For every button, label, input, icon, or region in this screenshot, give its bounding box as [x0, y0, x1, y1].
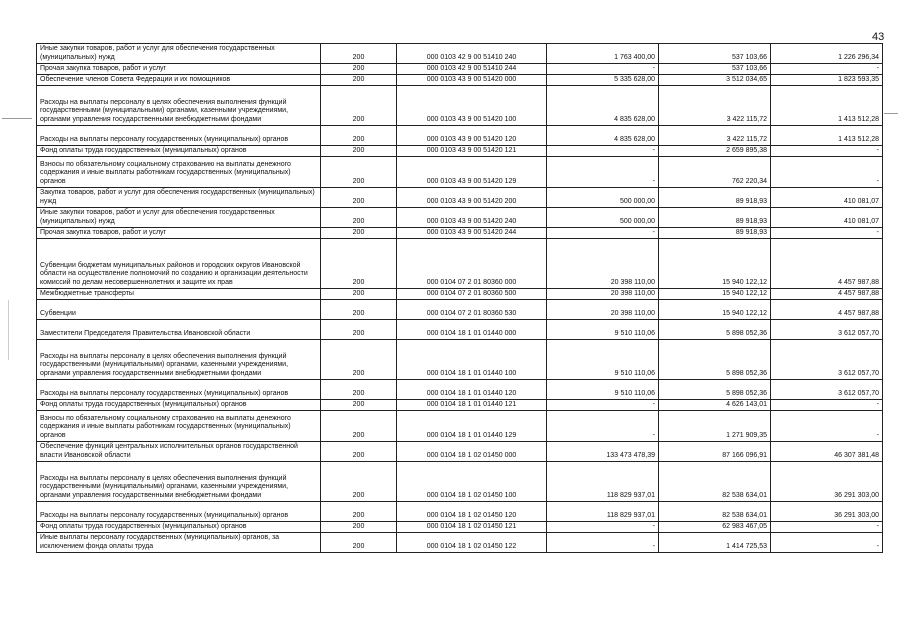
row-line-code-cell: 200 — [321, 188, 397, 208]
row-name-cell: Взносы по обязательному социальному страхованию на выплаты денежного содержания и иные выплаты работникам государственных (муниципальных) органов — [37, 411, 321, 442]
table-row — [37, 411, 883, 442]
row-classification-code-cell: 000 0104 18 1 02 01450 120 — [397, 502, 547, 522]
row-line-code-cell: 200 — [321, 239, 397, 289]
row-unexecuted-amount-cell: - — [771, 146, 883, 157]
row-classification-code-cell: 000 0103 43 9 00 51420 120 — [397, 126, 547, 146]
row-classification-code-cell: 000 0104 18 1 01 01440 129 — [397, 411, 547, 442]
row-unexecuted-amount-cell: - — [771, 533, 883, 553]
row-executed-amount-cell: 5 898 052,36 — [659, 320, 771, 340]
row-name-cell: Прочая закупка товаров, работ и услуг — [37, 64, 321, 75]
row-approved-amount-cell: 9 510 110,06 — [547, 320, 659, 340]
row-executed-amount-cell: 2 659 895,38 — [659, 146, 771, 157]
row-unexecuted-amount-cell: - — [771, 522, 883, 533]
table-row — [37, 239, 883, 289]
row-approved-amount-cell: 5 335 628,00 — [547, 75, 659, 86]
table-row — [37, 157, 883, 188]
row-line-code-cell: 200 — [321, 126, 397, 146]
row-executed-amount-cell: 15 940 122,12 — [659, 239, 771, 289]
row-unexecuted-amount-cell: - — [771, 228, 883, 239]
row-executed-amount-cell: 89 918,93 — [659, 228, 771, 239]
row-executed-amount-cell: 87 166 096,91 — [659, 442, 771, 462]
row-classification-code-cell: 000 0103 43 9 00 51420 100 — [397, 86, 547, 126]
row-line-code-cell: 200 — [321, 64, 397, 75]
row-line-code-cell: 200 — [321, 157, 397, 188]
table-row — [37, 64, 883, 75]
row-name-cell: Закупка товаров, работ и услуг для обеспечения государственных (муниципальных) нужд — [37, 188, 321, 208]
row-classification-code-cell: 000 0103 43 9 00 51420 244 — [397, 228, 547, 239]
row-classification-code-cell: 000 0103 43 9 00 51420 000 — [397, 75, 547, 86]
row-name-cell: Взносы по обязательному социальному страхованию на выплаты денежного содержания и иные выплаты работникам государственных (муниципальных) органов — [37, 157, 321, 188]
row-classification-code-cell: 000 0104 18 1 02 01450 122 — [397, 533, 547, 553]
table-row — [37, 400, 883, 411]
scan-mark-right — [884, 113, 898, 114]
row-classification-code-cell: 000 0104 07 2 01 80360 530 — [397, 300, 547, 320]
row-line-code-cell: 200 — [321, 462, 397, 502]
row-unexecuted-amount-cell: 4 457 987,88 — [771, 289, 883, 300]
row-name-cell: Расходы на выплаты персоналу в целях обеспечения выполнения функций государственными (муниципальными) органами, казенными учреждениями, органами управления государственными внебюджетными фондами — [37, 340, 321, 380]
row-unexecuted-amount-cell: 46 307 381,48 — [771, 442, 883, 462]
row-executed-amount-cell: 82 538 634,01 — [659, 502, 771, 522]
row-unexecuted-amount-cell: 410 081,07 — [771, 208, 883, 228]
table-row — [37, 340, 883, 380]
table-row — [37, 380, 883, 400]
table-row — [37, 320, 883, 340]
page-number: 43 — [872, 31, 885, 43]
row-executed-amount-cell: 82 538 634,01 — [659, 462, 771, 502]
row-name-cell: Расходы на выплаты персоналу государственных (муниципальных) органов — [37, 380, 321, 400]
row-approved-amount-cell: 118 829 937,01 — [547, 502, 659, 522]
table-row — [37, 188, 883, 208]
row-line-code-cell: 200 — [321, 300, 397, 320]
row-approved-amount-cell: - — [547, 533, 659, 553]
row-unexecuted-amount-cell: 3 612 057,70 — [771, 380, 883, 400]
row-executed-amount-cell: 537 103,66 — [659, 64, 771, 75]
row-classification-code-cell: 000 0104 18 1 01 01440 121 — [397, 400, 547, 411]
row-line-code-cell: 200 — [321, 75, 397, 86]
row-name-cell: Фонд оплаты труда государственных (муниципальных) органов — [37, 522, 321, 533]
row-unexecuted-amount-cell: 1 226 296,34 — [771, 44, 883, 64]
row-name-cell: Заместители Председателя Правительства Ивановской области — [37, 320, 321, 340]
row-name-cell: Субвенции — [37, 300, 321, 320]
row-classification-code-cell: 000 0104 18 1 02 01450 121 — [397, 522, 547, 533]
row-classification-code-cell: 000 0103 43 9 00 51420 240 — [397, 208, 547, 228]
row-approved-amount-cell: - — [547, 228, 659, 239]
row-executed-amount-cell: 3 422 115,72 — [659, 126, 771, 146]
row-unexecuted-amount-cell: 4 457 987,88 — [771, 239, 883, 289]
table-row — [37, 522, 883, 533]
row-executed-amount-cell: 3 512 034,65 — [659, 75, 771, 86]
row-name-cell: Обеспечение членов Совета Федерации и их помощников — [37, 75, 321, 86]
row-approved-amount-cell: - — [547, 157, 659, 188]
row-unexecuted-amount-cell: 1 823 593,35 — [771, 75, 883, 86]
row-unexecuted-amount-cell: 36 291 303,00 — [771, 462, 883, 502]
row-executed-amount-cell: 15 940 122,12 — [659, 300, 771, 320]
row-approved-amount-cell: 4 835 628,00 — [547, 86, 659, 126]
row-classification-code-cell: 000 0104 18 1 01 01440 120 — [397, 380, 547, 400]
row-unexecuted-amount-cell: - — [771, 411, 883, 442]
table-row — [37, 502, 883, 522]
row-executed-amount-cell: 1 271 909,35 — [659, 411, 771, 442]
row-executed-amount-cell: 3 422 115,72 — [659, 86, 771, 126]
row-classification-code-cell: 000 0104 18 1 02 01450 100 — [397, 462, 547, 502]
row-approved-amount-cell: 9 510 110,06 — [547, 340, 659, 380]
row-approved-amount-cell: 20 398 110,00 — [547, 300, 659, 320]
row-executed-amount-cell: 762 220,34 — [659, 157, 771, 188]
row-unexecuted-amount-cell: - — [771, 64, 883, 75]
row-line-code-cell: 200 — [321, 228, 397, 239]
row-classification-code-cell: 000 0104 07 2 01 80360 000 — [397, 239, 547, 289]
row-line-code-cell: 200 — [321, 411, 397, 442]
row-approved-amount-cell: 20 398 110,00 — [547, 239, 659, 289]
row-name-cell: Расходы на выплаты персоналу государственных (муниципальных) органов — [37, 126, 321, 146]
row-name-cell: Межбюджетные трансферты — [37, 289, 321, 300]
row-line-code-cell: 200 — [321, 146, 397, 157]
row-approved-amount-cell: - — [547, 400, 659, 411]
row-name-cell: Расходы на выплаты персоналу государственных (муниципальных) органов — [37, 502, 321, 522]
table-row — [37, 75, 883, 86]
table-row — [37, 462, 883, 502]
row-approved-amount-cell: 9 510 110,06 — [547, 380, 659, 400]
table-row — [37, 300, 883, 320]
table-body — [37, 44, 883, 553]
row-executed-amount-cell: 89 918,93 — [659, 188, 771, 208]
row-name-cell: Иные закупки товаров, работ и услуг для обеспечения государственных (муниципальных) нужд — [37, 208, 321, 228]
row-name-cell: Субвенции бюджетам муниципальных районов и городских округов Ивановской области на осуществление полномочий по созданию и организации деятельности комиссий по делам несовершеннолетних и защите их прав — [37, 239, 321, 289]
row-name-cell: Иные выплаты персоналу государственных (муниципальных) органов, за исключением фонда оплаты труда — [37, 533, 321, 553]
row-executed-amount-cell: 5 898 052,36 — [659, 380, 771, 400]
row-executed-amount-cell: 62 983 467,05 — [659, 522, 771, 533]
table-row — [37, 86, 883, 126]
row-executed-amount-cell: 89 918,93 — [659, 208, 771, 228]
row-line-code-cell: 200 — [321, 320, 397, 340]
scan-mark-left-lower — [8, 300, 9, 360]
table-row — [37, 44, 883, 64]
row-name-cell: Обеспечение функций центральных исполнительных органов государственной власти Ивановской области — [37, 442, 321, 462]
table-row — [37, 126, 883, 146]
scan-mark-left — [2, 118, 32, 119]
table-row — [37, 442, 883, 462]
row-approved-amount-cell: 20 398 110,00 — [547, 289, 659, 300]
row-line-code-cell: 200 — [321, 400, 397, 411]
row-approved-amount-cell: - — [547, 411, 659, 442]
row-unexecuted-amount-cell: 410 081,07 — [771, 188, 883, 208]
row-unexecuted-amount-cell: - — [771, 157, 883, 188]
row-unexecuted-amount-cell: 36 291 303,00 — [771, 502, 883, 522]
row-unexecuted-amount-cell: 1 413 512,28 — [771, 126, 883, 146]
row-classification-code-cell: 000 0103 43 9 00 51420 200 — [397, 188, 547, 208]
row-line-code-cell: 200 — [321, 533, 397, 553]
row-executed-amount-cell: 15 940 122,12 — [659, 289, 771, 300]
table-row — [37, 533, 883, 553]
table-row — [37, 146, 883, 157]
row-approved-amount-cell: - — [547, 146, 659, 157]
row-approved-amount-cell: 500 000,00 — [547, 188, 659, 208]
row-classification-code-cell: 000 0103 42 9 00 51410 240 — [397, 44, 547, 64]
row-name-cell: Фонд оплаты труда государственных (муниципальных) органов — [37, 400, 321, 411]
row-executed-amount-cell: 1 414 725,53 — [659, 533, 771, 553]
table-row — [37, 208, 883, 228]
row-line-code-cell: 200 — [321, 522, 397, 533]
row-classification-code-cell: 000 0104 18 1 01 01440 100 — [397, 340, 547, 380]
row-name-cell: Прочая закупка товаров, работ и услуг — [37, 228, 321, 239]
table-row — [37, 289, 883, 300]
row-classification-code-cell: 000 0103 42 9 00 51410 244 — [397, 64, 547, 75]
row-classification-code-cell: 000 0104 18 1 01 01440 000 — [397, 320, 547, 340]
row-classification-code-cell: 000 0104 07 2 01 80360 500 — [397, 289, 547, 300]
budget-execution-table — [36, 43, 883, 553]
row-name-cell: Иные закупки товаров, работ и услуг для обеспечения государственных (муниципальных) нужд — [37, 44, 321, 64]
row-line-code-cell: 200 — [321, 208, 397, 228]
row-unexecuted-amount-cell: 3 612 057,70 — [771, 340, 883, 380]
row-name-cell: Расходы на выплаты персоналу в целях обеспечения выполнения функций государственными (муниципальными) органами, казенными учреждениями, органами управления государственными внебюджетными фондами — [37, 86, 321, 126]
row-approved-amount-cell: - — [547, 64, 659, 75]
row-line-code-cell: 200 — [321, 380, 397, 400]
row-approved-amount-cell: 500 000,00 — [547, 208, 659, 228]
row-name-cell: Фонд оплаты труда государственных (муниципальных) органов — [37, 146, 321, 157]
row-unexecuted-amount-cell: - — [771, 400, 883, 411]
row-classification-code-cell: 000 0104 18 1 02 01450 000 — [397, 442, 547, 462]
row-executed-amount-cell: 537 103,66 — [659, 44, 771, 64]
row-line-code-cell: 200 — [321, 502, 397, 522]
row-line-code-cell: 200 — [321, 289, 397, 300]
row-approved-amount-cell: 1 763 400,00 — [547, 44, 659, 64]
row-unexecuted-amount-cell: 3 612 057,70 — [771, 320, 883, 340]
row-approved-amount-cell: 4 835 628,00 — [547, 126, 659, 146]
row-approved-amount-cell: - — [547, 522, 659, 533]
row-classification-code-cell: 000 0103 43 9 00 51420 129 — [397, 157, 547, 188]
row-classification-code-cell: 000 0103 43 9 00 51420 121 — [397, 146, 547, 157]
row-line-code-cell: 200 — [321, 442, 397, 462]
row-line-code-cell: 200 — [321, 86, 397, 126]
row-unexecuted-amount-cell: 4 457 987,88 — [771, 300, 883, 320]
row-approved-amount-cell: 133 473 478,39 — [547, 442, 659, 462]
row-unexecuted-amount-cell: 1 413 512,28 — [771, 86, 883, 126]
row-approved-amount-cell: 118 829 937,01 — [547, 462, 659, 502]
row-line-code-cell: 200 — [321, 340, 397, 380]
row-line-code-cell: 200 — [321, 44, 397, 64]
row-executed-amount-cell: 5 898 052,36 — [659, 340, 771, 380]
table-row — [37, 228, 883, 239]
row-name-cell: Расходы на выплаты персоналу в целях обеспечения выполнения функций государственными (муниципальными) органами, казенными учреждениями, органами управления государственными внебюджетными фондами — [37, 462, 321, 502]
row-executed-amount-cell: 4 626 143,01 — [659, 400, 771, 411]
